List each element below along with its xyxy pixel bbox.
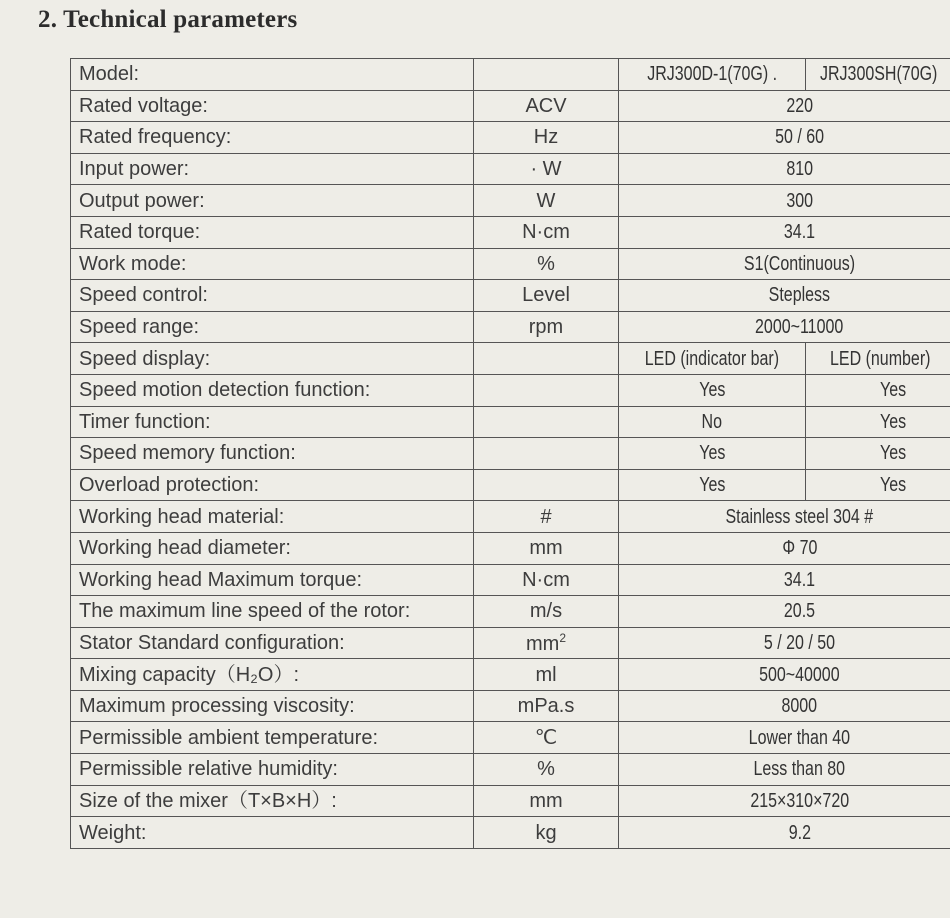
row-unit: # bbox=[474, 501, 619, 533]
table-row bbox=[71, 469, 950, 501]
row-unit: mm bbox=[474, 785, 619, 817]
table-row bbox=[71, 438, 950, 470]
row-label: Weight: bbox=[71, 817, 474, 849]
row-unit: ℃ bbox=[474, 722, 619, 754]
row-value: 20.5 bbox=[619, 596, 950, 628]
row-value: Stepless bbox=[619, 280, 950, 312]
row-unit: Level bbox=[474, 280, 619, 312]
row-unit bbox=[474, 59, 619, 91]
row-unit: rpm bbox=[474, 311, 619, 343]
model-a-value: No bbox=[619, 406, 806, 438]
table-row bbox=[71, 817, 950, 849]
row-label: Working head diameter: bbox=[71, 532, 474, 564]
table-row bbox=[71, 153, 950, 185]
table-row bbox=[71, 185, 950, 217]
row-unit: % bbox=[474, 248, 619, 280]
row-unit bbox=[474, 406, 619, 438]
model-b-value: Yes bbox=[806, 469, 950, 501]
row-unit bbox=[474, 343, 619, 375]
table-row bbox=[71, 596, 950, 628]
row-label: Permissible relative humidity: bbox=[71, 754, 474, 786]
row-unit: Hz bbox=[474, 122, 619, 154]
row-label: Speed range: bbox=[71, 311, 474, 343]
row-value: 300 bbox=[619, 185, 950, 217]
table-row bbox=[71, 343, 950, 375]
model-a-value: Yes bbox=[619, 374, 806, 406]
section-heading: 2. Technical parameters bbox=[38, 6, 298, 33]
row-unit: N·cm bbox=[474, 216, 619, 248]
row-label: Maximum processing viscosity: bbox=[71, 690, 474, 722]
row-label: Timer function: bbox=[71, 406, 474, 438]
row-label: Mixing capacity（H₂O）: bbox=[71, 659, 474, 691]
row-label: Working head material: bbox=[71, 501, 474, 533]
row-label: Speed control: bbox=[71, 280, 474, 312]
model-b-value: LED (number) bbox=[806, 343, 950, 375]
technical-parameters-table bbox=[70, 58, 950, 849]
row-value: 5 / 20 / 50 bbox=[619, 627, 950, 659]
row-unit: N·cm bbox=[474, 564, 619, 596]
row-value: S1(Continuous) bbox=[619, 248, 950, 280]
row-unit bbox=[474, 438, 619, 470]
row-unit: kg bbox=[474, 817, 619, 849]
table-row bbox=[71, 122, 950, 154]
row-value: 9.2 bbox=[619, 817, 950, 849]
row-value: 500~40000 bbox=[619, 659, 950, 691]
row-label: Work mode: bbox=[71, 248, 474, 280]
row-label: Overload protection: bbox=[71, 469, 474, 501]
row-unit: mPa.s bbox=[474, 690, 619, 722]
row-unit: mm bbox=[474, 532, 619, 564]
row-unit: m/s bbox=[474, 596, 619, 628]
row-value: 2000~11000 bbox=[619, 311, 950, 343]
row-value: 34.1 bbox=[619, 216, 950, 248]
table-row bbox=[71, 501, 950, 533]
model-b-name: JRJ300SH(70G) bbox=[819, 63, 938, 86]
row-unit: ACV bbox=[474, 90, 619, 122]
row-unit: W bbox=[474, 185, 619, 217]
model-a-value: LED (indicator bar) bbox=[619, 343, 806, 375]
model-b-value: Yes bbox=[806, 406, 950, 438]
row-label: Rated torque: bbox=[71, 216, 474, 248]
table-row-model bbox=[71, 59, 950, 91]
row-label: Speed motion detection function: bbox=[71, 374, 474, 406]
table-row bbox=[71, 564, 950, 596]
table-row bbox=[71, 722, 950, 754]
row-unit: $mm^2$ bbox=[474, 627, 619, 659]
row-label: Speed display: bbox=[71, 343, 474, 375]
row-label: Working head Maximum torque: bbox=[71, 564, 474, 596]
row-label: Input power: bbox=[71, 153, 474, 185]
row-unit: ml bbox=[474, 659, 619, 691]
table-row bbox=[71, 374, 950, 406]
model-a-cell bbox=[619, 59, 806, 91]
row-unit bbox=[474, 374, 619, 406]
model-b-value: Yes bbox=[806, 438, 950, 470]
row-value: Φ 70 bbox=[619, 532, 950, 564]
model-b-value: Yes bbox=[806, 374, 950, 406]
row-value: Stainless steel 304 # bbox=[619, 501, 950, 533]
row-value: 50 / 60 bbox=[619, 122, 950, 154]
table-row bbox=[71, 532, 950, 564]
row-value: Lower than 40 bbox=[619, 722, 950, 754]
row-unit: % bbox=[474, 754, 619, 786]
row-unit: · W bbox=[474, 153, 619, 185]
model-a-name: JRJ300D-1(70G) . bbox=[647, 63, 777, 86]
model-a-value: Yes bbox=[619, 469, 806, 501]
row-label: The maximum line speed of the rotor: bbox=[71, 596, 474, 628]
table-row bbox=[71, 280, 950, 312]
row-label: Speed memory function: bbox=[71, 438, 474, 470]
row-label: Model: bbox=[71, 59, 474, 91]
row-label: Size of the mixer（T×B×H）: bbox=[71, 785, 474, 817]
row-label: Stator Standard configuration: bbox=[71, 627, 474, 659]
row-value: Less than 80 bbox=[619, 754, 950, 786]
table-row bbox=[71, 690, 950, 722]
table-row bbox=[71, 627, 950, 659]
table-row bbox=[71, 216, 950, 248]
row-label: Rated frequency: bbox=[71, 122, 474, 154]
row-label: Permissible ambient temperature: bbox=[71, 722, 474, 754]
row-value: 810 bbox=[619, 153, 950, 185]
row-label: Rated voltage: bbox=[71, 90, 474, 122]
row-unit bbox=[474, 469, 619, 501]
table-row bbox=[71, 90, 950, 122]
model-a-value: Yes bbox=[619, 438, 806, 470]
table-row bbox=[71, 659, 950, 691]
row-value: 34.1 bbox=[619, 564, 950, 596]
row-value: 8000 bbox=[619, 690, 950, 722]
table-row bbox=[71, 248, 950, 280]
table-row bbox=[71, 785, 950, 817]
row-label: Output power: bbox=[71, 185, 474, 217]
table-row bbox=[71, 406, 950, 438]
table-row bbox=[71, 754, 950, 786]
row-value: 220 bbox=[619, 90, 950, 122]
model-b-cell bbox=[806, 59, 950, 91]
row-value: 215×310×720 bbox=[619, 785, 950, 817]
table-row bbox=[71, 311, 950, 343]
